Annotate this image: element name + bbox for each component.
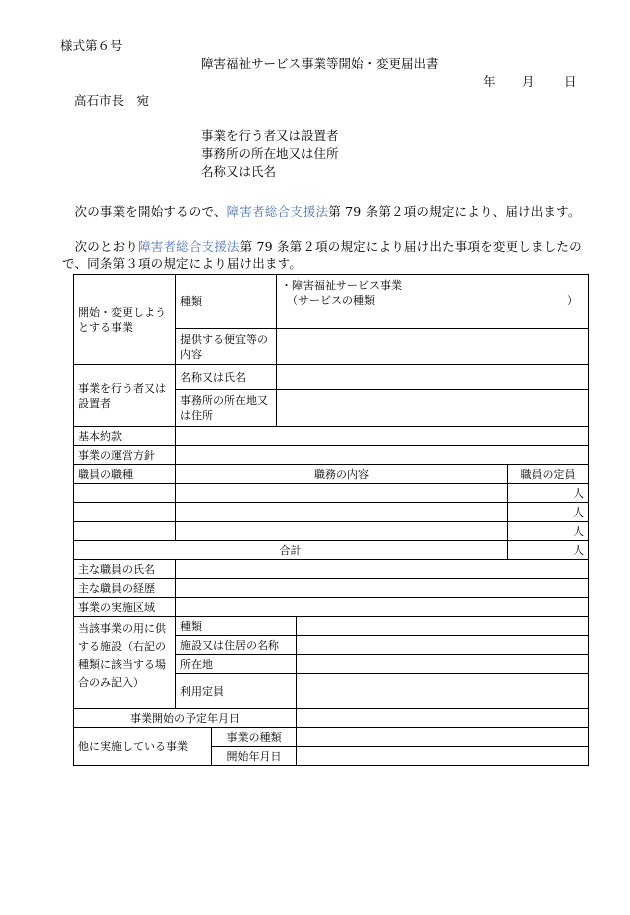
capacity-label: 利用定員 xyxy=(176,674,297,709)
addressee: 高石市長 宛 xyxy=(74,93,150,108)
total-label: 合計 xyxy=(74,541,508,560)
person-unit: 人 xyxy=(508,541,589,560)
name-value[interactable] xyxy=(277,365,589,390)
facility-name-value[interactable] xyxy=(297,636,589,655)
start-change-business-label: 開始・変更しようとする事業 xyxy=(74,275,176,365)
main-staff-names-value[interactable] xyxy=(176,560,589,579)
notification-form-table xyxy=(73,274,589,766)
document-title: 障害福祉サービス事業等開始・変更届出書 xyxy=(201,56,439,71)
basic-terms-value[interactable] xyxy=(176,427,589,446)
policy-label: 事業の運営方針 xyxy=(74,446,176,465)
applicant-operator: 事業を行う者又は設置者 xyxy=(201,128,339,143)
main-staff-names-label: 主な職員の氏名 xyxy=(74,560,176,579)
main-staff-career-value[interactable] xyxy=(176,579,589,598)
duties-header: 職務の内容 xyxy=(176,465,508,484)
scheduled-start-value[interactable] xyxy=(297,709,589,728)
service-business-cell: ・障害福祉サービス事業 （サービスの種類 ） xyxy=(277,275,589,329)
area-label: 事業の実施区域 xyxy=(74,598,176,617)
kind-label: 種類 xyxy=(176,275,277,329)
location-label: 所在地 xyxy=(176,655,297,674)
person-unit: 人 xyxy=(508,503,589,522)
date-day: 日 xyxy=(564,74,577,89)
business-kind-value[interactable] xyxy=(297,728,589,747)
start-date-value[interactable] xyxy=(297,747,589,766)
date-month: 月 xyxy=(522,74,535,89)
basic-terms-label: 基本約款 xyxy=(74,427,176,446)
name-label: 名称又は氏名 xyxy=(176,365,277,390)
applicant-office-address: 事務所の所在地又は住所 xyxy=(201,146,339,161)
area-value[interactable] xyxy=(176,598,589,617)
facility-name-label: 施設又は住居の名称 xyxy=(176,636,297,655)
convenience-label: 提供する便宜等の内容 xyxy=(176,329,277,365)
business-kind-label: 事業の種類 xyxy=(212,728,297,747)
staff-quota-header: 職員の定員 xyxy=(508,465,589,484)
office-address-label: 事務所の所在地又は住所 xyxy=(176,390,277,427)
applicant-name: 名称又は氏名 xyxy=(201,164,277,179)
operator-label: 事業を行う者又は設置者 xyxy=(74,365,176,427)
facility-label: 当該事業の用に供する施設（右記の種類に該当する場合のみ記入） xyxy=(74,617,176,709)
table-row xyxy=(74,484,589,503)
office-address-value[interactable] xyxy=(277,390,589,427)
date-year: 年 xyxy=(483,74,496,89)
scheduled-start-label: 事業開始の予定年月日 xyxy=(74,709,297,728)
staff-type-header: 職員の職種 xyxy=(74,465,176,484)
facility-kind-value[interactable] xyxy=(297,617,589,636)
paragraph-change: 次のとおり障害者総合支援法第 79 条第２項の規定により届け出た事項を変更しましたので、同条第３項の規定により届け出ます。 xyxy=(62,239,582,271)
table-row xyxy=(74,503,589,522)
location-value[interactable] xyxy=(297,655,589,674)
table-row xyxy=(74,522,589,541)
form-number: 様式第６号 xyxy=(60,38,123,53)
facility-kind-label: 種類 xyxy=(176,617,297,636)
main-staff-career-label: 主な職員の経歴 xyxy=(74,579,176,598)
convenience-value[interactable] xyxy=(277,329,589,365)
paragraph-start: 次の事業を開始するので、障害者総合支援法第 79 条第２項の規定により、届け出ます。 xyxy=(74,204,581,219)
person-unit: 人 xyxy=(508,522,589,541)
start-date-label: 開始年月日 xyxy=(212,747,297,766)
capacity-value[interactable] xyxy=(297,674,589,709)
law-link[interactable]: 障害者総合支援法 xyxy=(226,204,329,219)
person-unit: 人 xyxy=(508,484,589,503)
other-business-label: 他に実施している事業 xyxy=(74,728,212,766)
policy-value[interactable] xyxy=(176,446,589,465)
law-link[interactable]: 障害者総合支援法 xyxy=(138,239,240,254)
